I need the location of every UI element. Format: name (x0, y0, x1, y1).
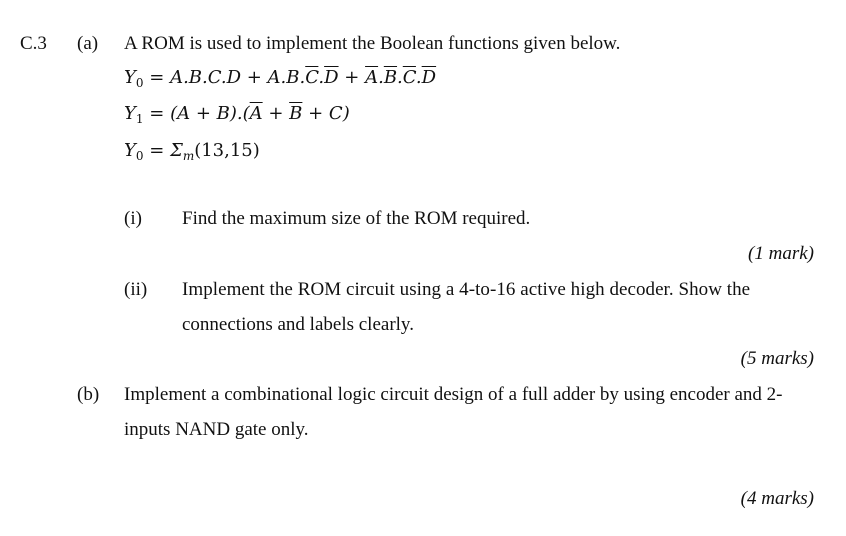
part-b-text-line1: Implement a combinational logic circuit design of a full adder by using encoder and 2- (124, 384, 783, 405)
eq-y1-part: + (262, 103, 290, 124)
eq-y0-part: . (318, 67, 325, 88)
eq-sum-sub: 0 (135, 149, 144, 163)
eq-sum-lhs: Y (124, 140, 136, 161)
eq-sum-sigma: Σ (170, 140, 183, 161)
eq-y1-part: $\overline{B}$ (289, 103, 303, 124)
eq-y0-part: $\overline{B}$ (383, 67, 398, 88)
part-a-intro: A ROM is used to implement the Boolean functions given below. (124, 33, 621, 54)
eq-y0-part: . (415, 67, 422, 88)
part-b-label: (b) (77, 384, 100, 405)
item-ii-text-line2: connections and labels clearly. (182, 314, 414, 335)
eq-y0-part: $\overline{A}$ (365, 67, 379, 88)
eq-y0-part: . (397, 67, 403, 88)
eq-y0-part: . (378, 67, 384, 88)
eq-y0-part: $\overline{D}$ (421, 67, 437, 88)
eq-y0-part: $\overline{D}$ (324, 67, 339, 88)
item-ii-marks: (5 marks) (740, 348, 814, 369)
question-number: C.3 (20, 33, 47, 54)
eq-y1-lhs: Y (124, 103, 136, 124)
eq-y0-sub: 0 (135, 76, 144, 90)
eq-y0-part: $\overline{C}$ (305, 67, 319, 88)
eq-y1-part: $\overline{A}$ (249, 103, 263, 124)
eq-sum-rest: (13,15) (194, 140, 260, 161)
item-ii-text-line1: Implement the ROM circuit using a 4-to-16 active high decoder. Show the (182, 279, 751, 300)
item-i-label: (i) (124, 208, 142, 229)
eq-y0-part: $\overline{C}$ (402, 67, 416, 88)
item-ii-label: (ii) (124, 279, 148, 300)
eq-y1-part: + C) (302, 103, 350, 124)
eq-sum-sigma-sub: m (182, 149, 195, 163)
eq-y1-sub: 1 (135, 112, 144, 126)
eq-y0-part: A.B.C.D + A.B. (170, 67, 306, 88)
eq-y1-part: (A + B).( (170, 103, 250, 124)
eq-y0-part: + (338, 67, 366, 88)
part-b-marks: (4 marks) (740, 488, 814, 509)
part-b-text-line2: inputs NAND gate only. (124, 419, 309, 440)
equation-y1: $Y_1 = (A + B).(\overline{A} + \overline{B} + C)$ (124, 103, 350, 126)
equation-y0: $Y_0 = A.B.C.D + A.B.\overline{C}.\overline{D} + \overline{A}.\overline{B}.\overline{C}.\overline{D}$ (124, 67, 437, 90)
equation-sum-minterms: $Y_0 = \Sigma_m(13,15)$ (124, 140, 260, 163)
item-i-marks: (1 mark) (748, 243, 814, 264)
part-a-label: (a) (77, 33, 99, 54)
eq-y0-lhs: Y (124, 67, 136, 88)
item-i-text: Find the maximum size of the ROM required. (182, 208, 531, 229)
